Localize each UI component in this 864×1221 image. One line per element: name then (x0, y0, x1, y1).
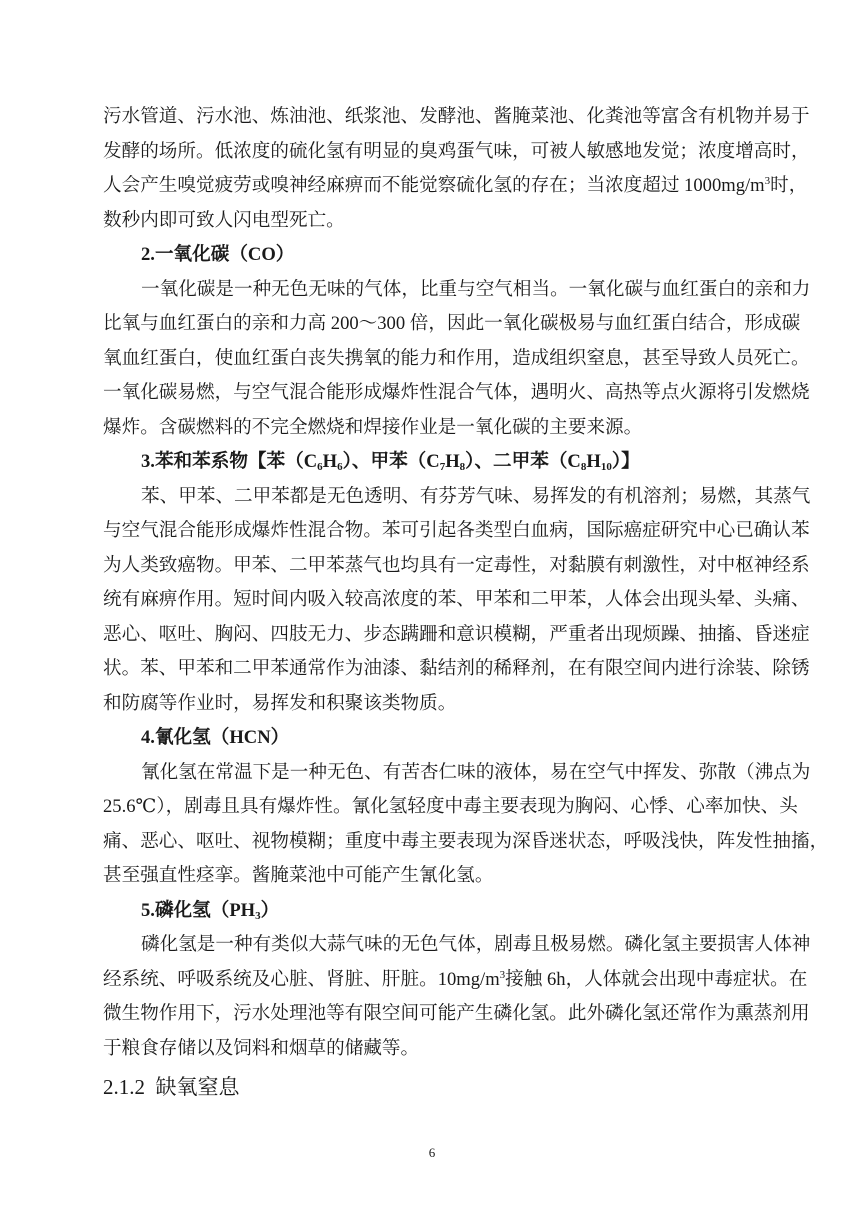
subsection-heading (103, 238, 763, 273)
paragraph-line (103, 376, 810, 411)
paragraph-line (103, 549, 810, 584)
text-run: 5.磷化氢（PH (141, 899, 256, 921)
paragraph-line (103, 480, 811, 515)
text-run: 甚至强直性痉挛。酱腌菜池中可能产生氰化氢。 (103, 865, 494, 886)
text-run: 一氧化碳易燃，与空气混合能形成爆炸性混合气体，遇明火、高热等点火源将引发燃烧 (103, 382, 810, 403)
text-run: ）】 (611, 451, 640, 472)
text-run: 痛、恶心、呕吐、视物模糊；重度中毒主要表现为深昏迷状态，呼吸浅快，阵发性抽搐， (103, 830, 829, 852)
paragraph-line (103, 135, 810, 170)
paragraph-line (103, 756, 811, 791)
paragraph-line (103, 859, 763, 894)
subscript: 6 (337, 461, 343, 473)
text-run: 磷化氢是一种有类似大蒜气味的无色气体，剧毒且极易燃。磷化氢主要损害人体神 (141, 934, 811, 955)
superscript: 3 (499, 968, 506, 981)
text-run: 2.一氧化碳（CO） (141, 244, 295, 265)
text-run: 经系统、呼吸系统及心脏、肾脏、肝脏。10mg/m (103, 968, 500, 990)
section-heading: 2.1.2 缺氧窒息 (103, 1075, 240, 1099)
paragraph-line (103, 825, 829, 860)
paragraph-line (103, 411, 763, 446)
text-run: 氧血红蛋白，使血红蛋白丧失携氧的能力和作用，造成组织窒息，甚至导致人员死亡。 (103, 347, 810, 369)
text-run: 微生物作用下，污水处理池等有限空间可能产生磷化氢。此外磷化氢还常作为熏蒸剂用 (103, 1003, 810, 1024)
subscript: 8 (580, 461, 587, 473)
paragraph-line (103, 652, 810, 687)
page-number: 6 (428, 1145, 436, 1160)
text-run: 4.氰化氢（HCN） (141, 727, 290, 748)
text-run: 比氧与血红蛋白的亲和力高 200～300 倍，因此一氧化碳极易与血红蛋白结合，形成碳 (103, 313, 801, 334)
subscript: 6 (317, 461, 323, 473)
paragraph-line (103, 687, 763, 722)
paragraph-line (103, 997, 810, 1032)
paragraph-line (103, 583, 810, 618)
text-run: 统有麻痹作用。短时间内吸入较高浓度的苯、甲苯和二甲苯，人体会出现头晕、头痛、 (103, 589, 810, 610)
paragraph-line (103, 273, 811, 308)
text-run: 与空气混合能形成爆炸性混合物。苯可引起各类型白血病，国际癌症研究中心已确认苯 (103, 520, 810, 541)
paragraph-line (103, 100, 810, 135)
subsection-heading (103, 894, 763, 929)
text-run: 状。苯、甲苯和二甲苯通常作为油漆、黏结剂的稀释剂，在有限空间内进行涂装、除锈 (103, 658, 810, 679)
paragraph-line (103, 307, 801, 342)
text-run: 氰化氢在常温下是一种无色、有苦杏仁味的液体，易在空气中挥发、弥散（沸点为 (141, 761, 811, 783)
subscript: 3 (255, 909, 261, 922)
text-run: ） (260, 899, 280, 921)
paragraph-line (103, 204, 763, 239)
text-run: 数秒内即可致人闪电型死亡。 (103, 209, 345, 231)
text-run: 人会产生嗅觉疲劳或嗅神经麻痹而不能觉察硫化氢的存在；当浓度超过 1000mg/m (103, 175, 765, 196)
text-run: H (586, 451, 601, 472)
text-run: H (322, 451, 338, 472)
text-run: 为人类致癌物。甲苯、二甲苯蒸气也均具有一定毒性，对黏膜有刺激性，对中枢神经系 (103, 554, 810, 576)
paragraph-line (103, 790, 798, 825)
paragraph-line (103, 169, 808, 204)
text-run: 苯、甲苯、二甲苯都是无色透明、有芬芳气味、易挥发的有机溶剂；易燃，其蒸气 (141, 485, 811, 507)
subscript: 7 (439, 461, 446, 473)
paragraph-line (103, 1032, 763, 1067)
text-run: 于粮食存储以及饲料和烟草的储藏等。 (103, 1037, 420, 1059)
paragraph-line (103, 618, 810, 653)
paragraph-line (103, 928, 811, 963)
paragraph-line (103, 514, 810, 549)
subscript: 8 (459, 461, 466, 473)
text-run: 接触 6h，人体就会出现中毒症状。在 (505, 968, 808, 990)
paragraph-line (103, 963, 808, 998)
subscript: 10 (600, 461, 612, 473)
text-run: ）、二甲苯（C (465, 451, 581, 472)
subsection-heading (103, 721, 763, 756)
text-run: 时， (770, 175, 808, 196)
text-run: 爆炸。含碳燃料的不完全燃烧和焊接作业是一氧化碳的主要来源。 (103, 416, 643, 438)
text-run: 25.6℃），剧毒且具有爆炸性。氰化氢轻度中毒主要表现为胸闷、心悸、心率加快、头 (103, 796, 798, 817)
document-body (103, 100, 829, 1066)
text-run: 3.苯和苯系物【苯（C (141, 451, 318, 472)
paragraph-line (103, 342, 810, 377)
text-run: ）、甲苯（C (342, 451, 440, 472)
text-run: H (445, 451, 460, 472)
text-run: 一氧化碳是一种无色无味的气体，比重与空气相当。一氧化碳与血红蛋白的亲和力 (141, 278, 811, 300)
text-run: 恶心、呕吐、胸闷、四肢无力、步态蹒跚和意识模糊，严重者出现烦躁、抽搐、昏迷症 (103, 623, 810, 645)
text-run: 污水管道、污水池、炼油池、纸浆池、发酵池、酱腌菜池、化粪池等富含有机物并易于 (103, 106, 810, 127)
superscript: 3 (764, 175, 771, 187)
text-run: 和防腐等作业时，易挥发和积聚该类物质。 (103, 692, 457, 714)
text-run: 发酵的场所。低浓度的硫化氢有明显的臭鸡蛋气味，可被人敏感地发觉；浓度增高时， (103, 140, 810, 162)
subsection-heading (103, 445, 763, 480)
